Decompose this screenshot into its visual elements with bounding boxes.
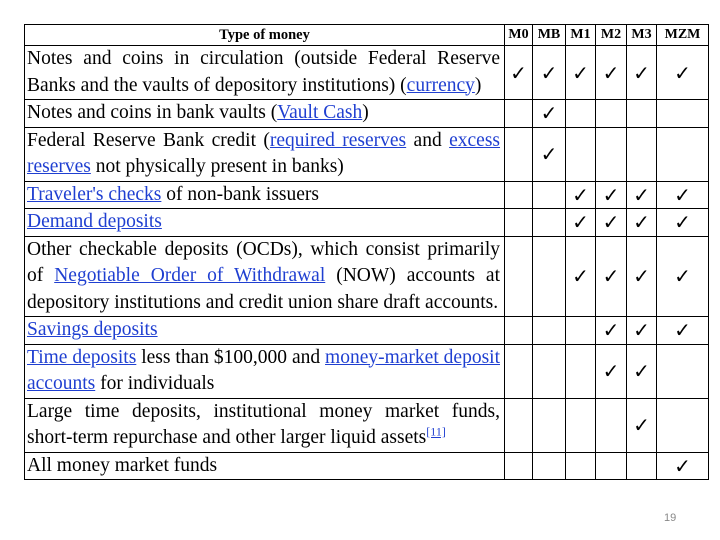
check-mark-icon: ✓ (674, 453, 691, 478)
citation-link[interactable]: [11] (426, 424, 446, 439)
money-type-description (25, 46, 505, 100)
check-cell-mb (533, 398, 566, 452)
check-cell-m1 (566, 236, 596, 317)
check-mark-icon: ✓ (633, 210, 650, 235)
col-header-m0: M0 (505, 25, 533, 46)
check-cell-m1 (566, 317, 596, 345)
check-cell-m3 (627, 100, 657, 128)
check-cell-mzm (657, 100, 709, 128)
check-cell-m2 (596, 46, 627, 100)
check-cell-mb (533, 127, 566, 181)
term-link[interactable]: Vault Cash (277, 102, 363, 123)
term-link[interactable]: Traveler's checks (27, 183, 162, 205)
check-cell-m0 (505, 100, 533, 128)
check-mark-icon: ✓ (510, 60, 527, 85)
check-cell-m0 (505, 452, 533, 480)
check-cell-m1 (566, 398, 596, 452)
term-link[interactable]: Savings deposits (27, 319, 158, 340)
check-cell-m1 (566, 209, 596, 237)
term-link[interactable]: excess reserves (27, 129, 501, 177)
check-cell-m1 (566, 344, 596, 398)
money-type-description (25, 100, 505, 128)
description-text: Other checkable deposits (OCDs), which consist primarily of (27, 238, 500, 286)
check-cell-mb (533, 209, 566, 237)
money-type-description (25, 127, 505, 181)
term-link[interactable]: Negotiable Order of Withdrawal (54, 265, 326, 286)
check-mark-icon: ✓ (572, 210, 589, 235)
check-cell-m3 (627, 236, 657, 317)
col-header-m1: M1 (566, 25, 596, 46)
check-mark-icon: ✓ (602, 60, 620, 85)
check-cell-mzm (657, 452, 709, 480)
check-cell-m2 (596, 452, 627, 480)
header-row (25, 25, 709, 46)
citation-superscript (426, 425, 446, 439)
check-mark-icon: ✓ (602, 210, 620, 235)
check-cell-m0 (505, 209, 533, 237)
check-cell-mb (533, 46, 566, 100)
check-cell-mzm (657, 181, 709, 209)
check-cell-m0 (505, 46, 533, 100)
table-row (25, 181, 709, 209)
check-cell-m1 (566, 46, 596, 100)
check-mark-icon: ✓ (602, 182, 620, 207)
check-mark-icon: ✓ (633, 264, 650, 289)
table-row (25, 127, 709, 181)
col-header-m2: M2 (596, 25, 627, 46)
check-cell-m2 (596, 181, 627, 209)
check-cell-mb (533, 100, 566, 128)
page-number: 19 (664, 512, 677, 524)
check-cell-m3 (627, 46, 657, 100)
check-cell-mzm (657, 317, 709, 345)
check-mark-icon: ✓ (633, 413, 650, 437)
check-cell-m2 (596, 100, 627, 128)
check-mark-icon: ✓ (674, 264, 691, 289)
table-row (25, 46, 709, 100)
description-text: Large time deposits, institutional money market funds, short-term repurchase and other larger liquid assets (27, 400, 500, 448)
check-cell-m2 (596, 317, 627, 345)
check-cell-m3 (627, 127, 657, 181)
check-cell-mb (533, 452, 566, 480)
table-row (25, 317, 709, 345)
term-link[interactable]: required reserves (269, 129, 407, 151)
check-cell-m2 (596, 127, 627, 181)
money-type-description (25, 236, 505, 317)
check-mark-icon: ✓ (540, 60, 558, 85)
col-header-mb: MB (533, 25, 566, 46)
check-cell-m3 (627, 398, 657, 452)
check-mark-icon: ✓ (540, 101, 558, 126)
description-text: Federal Reserve Bank credit ( (27, 129, 270, 151)
check-cell-mb (533, 181, 566, 209)
money-type-description (25, 344, 505, 398)
table-row (25, 398, 709, 452)
check-cell-m1 (566, 181, 596, 209)
term-link[interactable]: money-market deposit accounts (27, 346, 500, 394)
description-text: for individuals (95, 373, 215, 394)
money-type-description (25, 452, 505, 480)
term-link[interactable]: currency (406, 74, 475, 96)
description-text: not physically present in banks) (90, 156, 344, 177)
table-row (25, 209, 709, 237)
description-text: ) (474, 74, 482, 96)
table-row (25, 100, 709, 128)
check-mark-icon: ✓ (674, 182, 691, 207)
check-cell-mzm (657, 344, 709, 398)
money-type-description (25, 398, 505, 452)
check-cell-mzm (657, 209, 709, 237)
check-cell-m2 (596, 209, 627, 237)
check-mark-icon: ✓ (633, 318, 650, 343)
check-mark-icon: ✓ (633, 359, 650, 383)
check-cell-mzm (657, 46, 709, 100)
check-cell-mzm (657, 398, 709, 452)
check-mark-icon: ✓ (572, 182, 589, 207)
check-cell-m1 (566, 100, 596, 128)
type-of-money-header: Type of money (25, 25, 505, 46)
check-cell-m1 (566, 127, 596, 181)
check-cell-m3 (627, 344, 657, 398)
check-cell-m1 (566, 452, 596, 480)
check-cell-mzm (657, 127, 709, 181)
description-text: of non-bank issuers (161, 183, 319, 205)
check-cell-m0 (505, 398, 533, 452)
col-header-mzm: MZM (657, 25, 709, 46)
description-text: and (406, 129, 450, 151)
check-mark-icon: ✓ (674, 60, 691, 85)
description-text: ) (362, 102, 369, 123)
check-mark-icon: ✓ (674, 318, 691, 343)
money-types-table (24, 24, 709, 480)
check-cell-m3 (627, 209, 657, 237)
check-cell-m0 (505, 236, 533, 317)
check-cell-m0 (505, 317, 533, 345)
check-cell-m2 (596, 398, 627, 452)
check-cell-mzm (657, 236, 709, 317)
check-cell-m0 (505, 127, 533, 181)
table-row (25, 344, 709, 398)
check-mark-icon: ✓ (674, 210, 691, 235)
check-cell-mb (533, 236, 566, 317)
check-cell-m2 (596, 344, 627, 398)
check-cell-m0 (505, 181, 533, 209)
money-type-description (25, 181, 505, 209)
check-cell-m3 (627, 452, 657, 480)
check-mark-icon: ✓ (602, 318, 620, 343)
description-text: All money market funds (27, 454, 218, 476)
check-cell-m0 (505, 344, 533, 398)
term-link[interactable]: Demand deposits (27, 211, 162, 232)
check-cell-m3 (627, 181, 657, 209)
check-mark-icon: ✓ (602, 264, 620, 289)
check-mark-icon: ✓ (572, 60, 589, 85)
check-cell-mb (533, 317, 566, 345)
check-mark-icon: ✓ (602, 359, 620, 383)
money-type-description (25, 317, 505, 345)
col-header-m3: M3 (627, 25, 657, 46)
description-text: (NOW) accounts at depository institutions and credit union share draft accounts. (27, 265, 500, 313)
description-text: Notes and coins in circulation (outside Federal Reserve Banks and the vaults of depository institutions) ( (27, 48, 500, 96)
description-text: Notes and coins in bank vaults ( (27, 102, 278, 123)
check-cell-m3 (627, 317, 657, 345)
check-mark-icon: ✓ (540, 142, 558, 166)
table-row (25, 236, 709, 317)
table-row (25, 452, 709, 480)
check-mark-icon: ✓ (572, 264, 589, 289)
check-mark-icon: ✓ (633, 182, 650, 207)
description-text: less than $100,000 and (136, 346, 326, 368)
check-mark-icon: ✓ (633, 60, 650, 85)
money-type-description (25, 209, 505, 237)
term-link[interactable]: Time deposits (27, 346, 137, 368)
check-cell-mb (533, 344, 566, 398)
check-cell-m2 (596, 236, 627, 317)
